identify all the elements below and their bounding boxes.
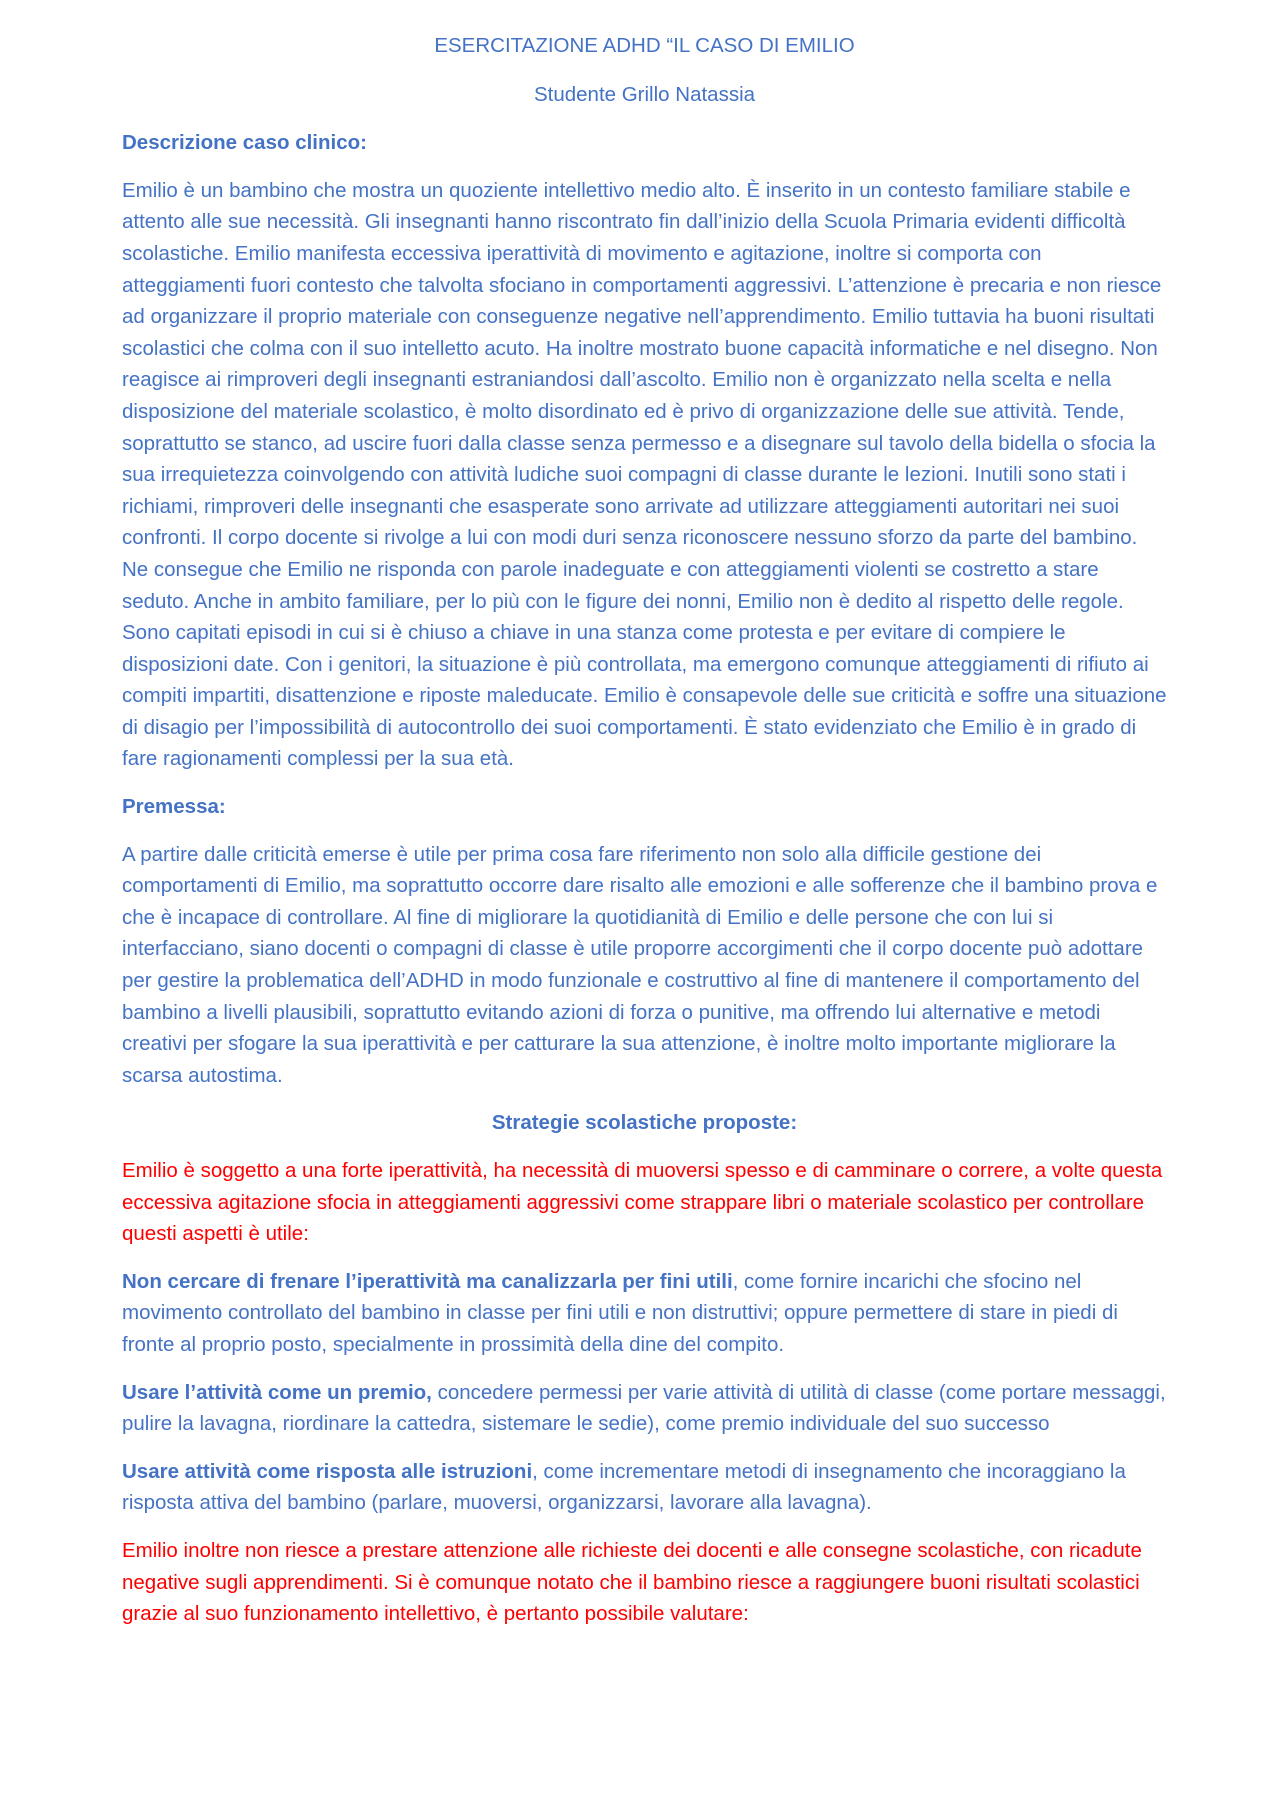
premise-paragraph: A partire dalle criticità emerse è utile per prima cosa fare riferimento non solo alla difficile gestione dei comportamenti di Emilio, ma soprattutto occorre dare risalto alle emozioni e alle sofferenze che il bambino prova e che è incapace di controllare. Al fine di migliorare la quotidianità di Emilio e delle persone che con lui si interfacciano, siano docenti o compagni di classe è utile proporre accorgimenti che il corpo docente può adottare per gestire la problematica dell’ADHD in modo funzionale e costruttivo al fine di mantenere il comportamento del bambino a livelli plausibili, soprattutto evitando azioni di forza o punitive, ma offrendo lui alternative e metodi creativi per sfogare la sua iperattività e per catturare la sua attenzione, è inoltre molto importante migliorare la scarsa autostima.: [122, 842, 1158, 1087]
case-heading: Descrizione caso clinico:: [122, 131, 367, 155]
document-title: ESERCITAZIONE ADHD “IL CASO DI EMILIO: [434, 34, 855, 57]
strategies-heading: Strategie scolastiche proposte:: [491, 1111, 798, 1135]
strategy-item-1: [122, 1266, 1167, 1361]
student-name: Studente Grillo Natassia: [533, 82, 756, 106]
strategy-item-2-text: concedere permessi per varie attività di utilità di classe (come portare messaggi, pulire la lavagna, riordinare la cattedra, sistemare le sedie), come premio individuale del suo successo: [122, 1380, 1166, 1436]
strategy-item-3: [122, 1456, 1167, 1519]
hyperactivity-intro: Emilio è soggetto a una forte iperattività, ha necessità di muoversi spesso e di camminare o correre, a volte questa eccessiva agitazione sfocia in atteggiamenti aggressivi come strappare libri o materiale scolastico per controllare questi aspetti è utile:: [122, 1159, 1163, 1246]
premise-heading: Premessa:: [122, 795, 226, 819]
case-paragraph: Emilio è un bambino che mostra un quoziente intellettivo medio alto. È inserito in un contesto familiare stabile e attento alle sue necessità. Gli insegnanti hanno riscontrato fin dall’inizio della Scuola Primaria evidenti difficoltà scolastiche. Emilio manifesta eccessiva iperattività di movimento e agitazione, inoltre si comporta con atteggiamenti fuori contesto che talvolta sfociano in comportamenti aggressivi. L’attenzione è precaria e non riesce ad organizzare il proprio materiale con conseguenze negative nell’apprendimento. Emilio tuttavia ha buoni risultati scolastici che colma con il suo intelletto acuto. Ha inoltre mostrato buone capacità informatiche e nel disegno. Non reagisce ai rimproveri degli insegnanti estraniandosi dall’ascolto. Emilio non è organizzato nella scelta e nella disposizione del materiale scolastico, è molto disordinato ed è privo di organizzazione delle sue attività. Tende, soprattutto se stanco, ad uscire fuori dalla classe senza permesso e a disegnare sul tavolo della bidella o sfocia la sua irrequietezza coinvolgendo con attività ludiche suoi compagni di classe durante le lezioni. Inutili sono stati i richiami, rimproveri delle insegnanti che esasperate sono arrivate ad utilizzare atteggiamenti autoritari nei suoi confronti. Il corpo docente si rivolge a lui con modi duri senza riconoscere nessuno sforzo da parte del bambino. Ne consegue che Emilio ne risponda con parole inadeguate e con atteggiamenti violenti se costretto a stare seduto. Anche in ambito familiare, per lo più con le figure dei nonni, Emilio non è dedito al rispetto delle regole. Sono capitati episodi in cui si è chiuso a chiave in una stanza come protesta e per evitare di compiere le disposizioni date. Con i genitori, la situazione è più controllata, ma emergono comunque atteggiamenti di rifiuto ai compiti impartiti, disattenzione e riposte maleducate. Emilio è consapevole delle sue criticità e soffre una situazione di disagio per l’impossibilità di autocontrollo dei suoi comportamenti. È stato evidenziato che Emilio è in grado di fare ragionamenti complessi per la sua età.: [122, 178, 1167, 771]
strategy-item-1-text: , come fornire incarichi che sfocino nel movimento controllato del bambino in classe per fini utili e non distruttivi; oppure permettere di stare in piedi di fronte al proprio posto, specialmente in prossimità della dine del compito.: [122, 1269, 1118, 1356]
attention-intro: Emilio inoltre non riesce a prestare attenzione alle richieste dei docenti e alle consegne scolastiche, con ricadute negative sugli apprendimenti. Si è comunque notato che il bambino riesce a raggiungere buoni risultati scolastici grazie al suo funzionamento intellettivo, è pertanto possibile valutare:: [122, 1538, 1142, 1626]
strategy-item-1-title: Non cercare di frenare l’iperattività ma canalizzarla per fini utili: [122, 1269, 733, 1293]
strategy-item-2-title: Usare l’attività come un premio,: [122, 1380, 432, 1404]
strategy-item-3-text: , come incrementare metodi di insegnamento che incoraggiano la risposta attiva del bambino (parlare, muoversi, organizzarsi, lavorare alla lavagna).: [122, 1459, 1126, 1515]
document-page: [122, 30, 1167, 1646]
strategy-item-3-title: Usare attività come risposta alle istruzioni: [122, 1459, 533, 1483]
strategy-item-2: [122, 1377, 1167, 1440]
